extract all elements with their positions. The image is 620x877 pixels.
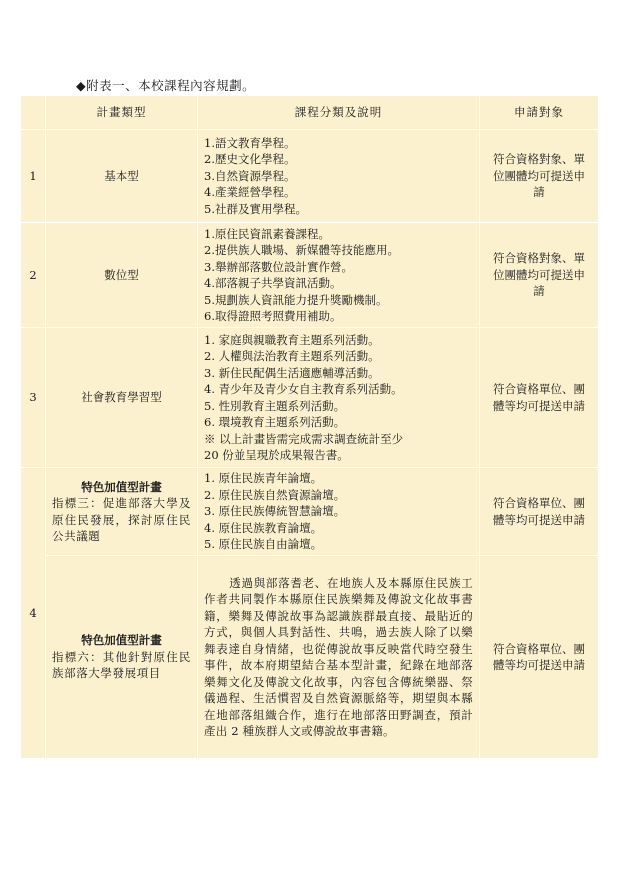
list-item: 3.自然資源學程。 [204,168,296,183]
plan-type-indicator: 指標三：促進部落大學及原住民發展，探討原住民公共議題 [52,496,191,543]
note: ※ 以上計畫皆需完成需求調查統計至少 [204,431,404,446]
list-item: 5.社群及實用學程。 [204,201,307,216]
list-item: 3. 原住民族傳統智慧論壇。 [204,504,346,519]
header-no [21,96,46,130]
course-items [198,223,480,328]
list-item: 6.取得證照考照費用補助。 [204,309,342,323]
list-item: 5. 性別教育主題系列活動。 [204,398,346,413]
table-row [21,130,599,223]
row-number: 2 [21,223,46,328]
list-item: 2.歷史文化學程。 [204,152,296,167]
list-item: 2. 原住民族自然資源論壇。 [204,487,346,502]
list-item: 1.語文教育學程。 [204,135,296,150]
table-row [21,328,599,468]
header-plan-type: 計畫類型 [46,96,198,130]
plan-type-indicator: 指標六：其他針對原住民族部落大學發展項目 [52,649,191,681]
plan-type-title: 特色加值型計畫 [81,633,162,648]
header-applicant: 申請對象 [480,96,599,130]
plan-type: 社會教育學習型 [46,328,198,468]
list-item: 1. 家庭與親職教育主題系列活動。 [204,332,380,347]
plan-type-title: 特色加值型計畫 [81,479,162,494]
plan-type: 數位型 [46,223,198,328]
course-items [198,468,480,556]
plan-type [46,556,198,759]
row-number: 4 [21,468,46,759]
course-items [198,328,480,468]
list-item: 3. 新住民配偶生活適應輔導活動。 [204,365,380,380]
list-item: 2. 人權與法治教育主題系列活動。 [204,349,380,363]
list-item: 4. 原住民族教育論壇。 [204,520,323,535]
applicant-target: 符合資格單位、團體等均可提送申請 [480,556,599,759]
plan-type: 基本型 [46,130,198,223]
list-item: 3.舉辦部落數位設計實作營。 [204,259,353,274]
row-number: 1 [21,130,46,223]
list-item: 4.部落親子共學資訊活動。 [204,276,342,290]
list-item: 5.規劃族人資訊能力提升獎勵機制。 [204,292,388,307]
course-plan-table [20,95,599,759]
applicant-target: 符合資格對象、單位團體均可提送申請 [480,223,599,328]
list-item: 1. 原住民族青年論壇。 [204,471,323,486]
plan-type [46,468,198,556]
note: 20 份並呈現於成果報告書。 [204,448,349,462]
page-title: ◆附表一、本校課程內容規劃。 [76,78,256,93]
table-header-row [21,96,599,130]
table-row [21,223,599,328]
list-item: 2.提供族人職場、新媒體等技能應用。 [204,243,399,257]
header-course-description: 課程分類及說明 [198,96,480,130]
list-item: 5. 原住民族自由論壇。 [204,537,323,552]
list-item: 4.產業經營學程。 [204,185,296,200]
applicant-target: 符合資格對象、單位團體均可提送申請 [480,130,599,223]
table-row [21,468,599,556]
applicant-target: 符合資格單位、團體等均可提送申請 [480,468,599,556]
list-item: 4. 青少年及青少女自主教育系列活動。 [204,382,403,396]
list-item: 6. 環境教育主題系列活動。 [204,415,346,429]
row-number: 3 [21,328,46,468]
course-items [198,130,480,223]
table-row [21,556,599,759]
course-description: 透過與部落耆老、在地族人及本縣原住民族工作者共同製作本縣原住民族樂舞及傳說文化故事書籍，樂舞及傳說故事為認識族群最直接、最貼近的方式，與個人具對話性、共鳴，過去族人除了以樂舞表達自身情緒，也從傳說故事反映當代時空發生事件，故本府期望結合基本型計畫，紀錄在地部落樂舞文化及傳說文化故事，內容包含傳統樂器、祭儀過程、生活慣習及自然資源脈絡等，期望與本縣在地部落組織合作，進行在地部落田野調查，預計產出 2 種族群人文或傳說故事書籍。 [198,556,480,759]
applicant-target: 符合資格單位、團體等均可提送申請 [480,328,599,468]
list-item: 1.原住民資訊素養課程。 [204,226,330,241]
